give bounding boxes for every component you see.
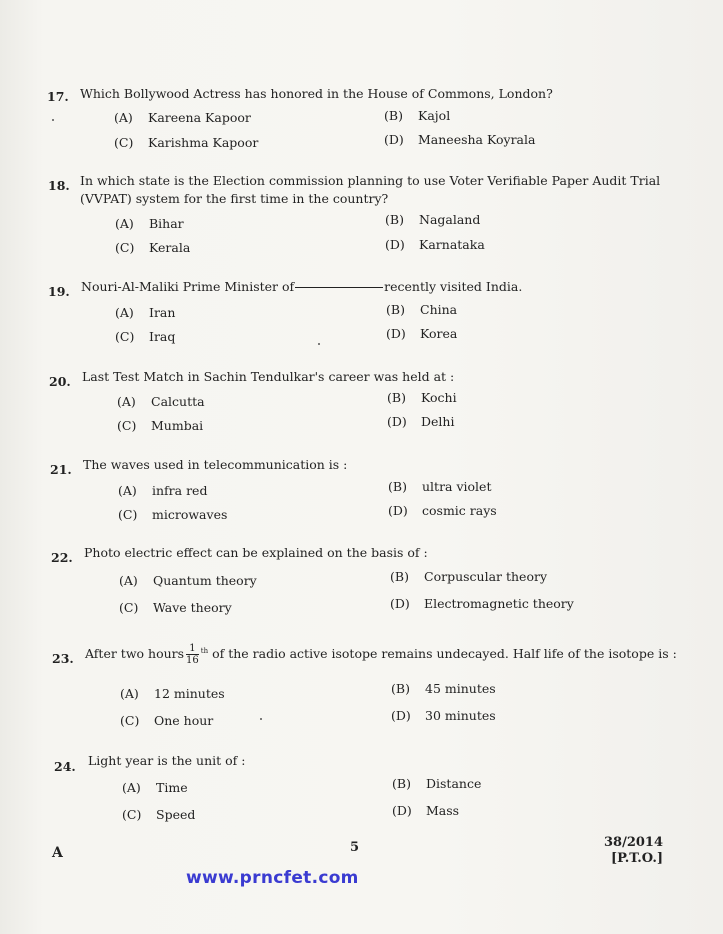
option-text: Kajol bbox=[418, 108, 451, 123]
option-letter: (C) bbox=[115, 240, 135, 255]
option-letter: (D) bbox=[385, 237, 405, 252]
fraction-denominator: 16 bbox=[186, 655, 199, 667]
option-text: 30 minutes bbox=[425, 708, 496, 723]
option-text: China bbox=[420, 302, 458, 317]
option-letter: (B) bbox=[392, 776, 411, 791]
question-number: 21. bbox=[50, 462, 72, 477]
option-text: Karnataka bbox=[419, 237, 485, 252]
option-letter: (C) bbox=[122, 807, 142, 822]
option-d bbox=[387, 414, 454, 429]
option-text: Corpuscular theory bbox=[424, 569, 548, 584]
option-d bbox=[388, 503, 497, 518]
option-b bbox=[391, 681, 496, 696]
option-letter: (B) bbox=[387, 390, 406, 405]
option-letter: (B) bbox=[390, 569, 409, 584]
option-d bbox=[384, 132, 535, 147]
option-text: One hour bbox=[154, 713, 214, 728]
option-letter: (C) bbox=[119, 600, 139, 615]
question-text: The waves used in telecommunication is : bbox=[83, 457, 348, 472]
option-text: Electromagnetic theory bbox=[424, 596, 574, 611]
pto-label: [P.T.O.] bbox=[610, 851, 664, 866]
option-letter: (A) bbox=[117, 394, 136, 409]
option-b bbox=[384, 108, 450, 123]
option-text: Iraq bbox=[149, 329, 176, 344]
option-d bbox=[390, 596, 574, 611]
option-text: Calcutta bbox=[151, 394, 205, 409]
option-text: Wave theory bbox=[153, 600, 232, 615]
option-d bbox=[392, 803, 459, 818]
question-text: Last Test Match in Sachin Tendulkar's career was held at : bbox=[82, 369, 455, 384]
fraction-superscript: th bbox=[200, 647, 209, 655]
option-text: Karishma Kapoor bbox=[148, 135, 259, 150]
option-text: Speed bbox=[156, 807, 196, 822]
option-text: cosmic rays bbox=[422, 503, 497, 518]
question-text-before: Nouri-Al-Maliki Prime Minister of bbox=[81, 279, 295, 294]
question-number: 22. bbox=[51, 550, 73, 565]
option-c bbox=[122, 807, 195, 822]
option-letter: (A) bbox=[115, 216, 134, 231]
question-text-line1: In which state is the Election commission planning to use Voter Verifiable Paper Audit Trial bbox=[80, 173, 661, 188]
option-a bbox=[119, 573, 257, 588]
option-letter: (A) bbox=[114, 110, 133, 125]
option-text: Distance bbox=[426, 776, 482, 791]
paper-code: 38/2014 bbox=[604, 835, 664, 850]
option-d bbox=[385, 237, 485, 252]
option-letter: (B) bbox=[385, 212, 404, 227]
option-letter: (C) bbox=[120, 713, 140, 728]
option-a bbox=[114, 110, 251, 125]
print-speck bbox=[52, 119, 54, 121]
option-text: 45 minutes bbox=[425, 681, 496, 696]
option-c bbox=[115, 240, 190, 255]
option-letter: (C) bbox=[115, 329, 135, 344]
print-speck bbox=[260, 718, 262, 720]
option-letter: (B) bbox=[391, 681, 410, 696]
page-number: 5 bbox=[350, 840, 360, 855]
option-letter: (A) bbox=[119, 573, 138, 588]
question-text: Photo electric effect can be explained on the basis of : bbox=[84, 545, 428, 560]
question-number: 23. bbox=[52, 651, 74, 666]
option-b bbox=[390, 569, 547, 584]
option-text: Bihar bbox=[149, 216, 184, 231]
question-number: 17. bbox=[47, 89, 69, 104]
fill-in-blank bbox=[295, 287, 383, 288]
question-text: Which Bollywood Actress has honored in the House of Commons, London? bbox=[80, 86, 553, 101]
option-c bbox=[115, 329, 175, 344]
option-b bbox=[387, 390, 457, 405]
option-b bbox=[386, 302, 457, 317]
option-letter: (D) bbox=[386, 326, 406, 341]
option-letter: (C) bbox=[114, 135, 134, 150]
option-letter: (C) bbox=[118, 507, 138, 522]
question-text-line2: (VVPAT) system for the first time in the country? bbox=[80, 191, 389, 206]
option-text: Delhi bbox=[421, 414, 455, 429]
option-text: Maneesha Koyrala bbox=[418, 132, 536, 147]
option-text: Korea bbox=[420, 326, 458, 341]
question-text-after: of the radio active isotope remains undecayed. Half life of the isotope is : bbox=[212, 646, 677, 662]
option-letter: (D) bbox=[387, 414, 407, 429]
paper-code-block bbox=[604, 835, 663, 867]
option-text: Mumbai bbox=[151, 418, 204, 433]
option-text: microwaves bbox=[152, 507, 228, 522]
fraction bbox=[186, 643, 199, 666]
option-a bbox=[122, 780, 188, 795]
option-c bbox=[119, 600, 232, 615]
question-text-before: After two hours bbox=[85, 646, 185, 662]
option-c bbox=[120, 713, 213, 728]
question-number: 20. bbox=[49, 374, 71, 389]
option-text: Kareena Kapoor bbox=[148, 110, 251, 125]
option-text: Iran bbox=[149, 305, 176, 320]
question-number: 19. bbox=[48, 284, 70, 299]
option-a bbox=[115, 305, 175, 320]
option-letter: (D) bbox=[390, 596, 410, 611]
option-text: Kerala bbox=[149, 240, 191, 255]
option-text: Nagaland bbox=[419, 212, 481, 227]
option-letter: (A) bbox=[122, 780, 141, 795]
option-letter: (A) bbox=[118, 483, 137, 498]
question-number: 18. bbox=[48, 178, 70, 193]
option-letter: (B) bbox=[388, 479, 407, 494]
option-b bbox=[385, 212, 480, 227]
option-text: 12 minutes bbox=[154, 686, 225, 701]
option-letter: (D) bbox=[392, 803, 412, 818]
option-text: ultra violet bbox=[422, 479, 492, 494]
option-letter: (B) bbox=[384, 108, 403, 123]
option-letter: (A) bbox=[115, 305, 134, 320]
option-d bbox=[386, 326, 457, 341]
option-b bbox=[392, 776, 481, 791]
option-c bbox=[117, 418, 203, 433]
option-letter: (D) bbox=[384, 132, 404, 147]
option-letter: (C) bbox=[117, 418, 137, 433]
option-text: Kochi bbox=[421, 390, 457, 405]
option-text: Quantum theory bbox=[153, 573, 257, 588]
option-a bbox=[117, 394, 205, 409]
option-letter: (D) bbox=[391, 708, 411, 723]
option-a bbox=[118, 483, 207, 498]
option-letter: (B) bbox=[386, 302, 405, 317]
option-letter: (D) bbox=[388, 503, 408, 518]
option-c bbox=[114, 135, 258, 150]
watermark-link[interactable]: www.prncfet.com bbox=[186, 868, 359, 888]
option-c bbox=[118, 507, 227, 522]
print-speck bbox=[318, 343, 320, 345]
question-text bbox=[81, 277, 522, 297]
fraction-numerator: 1 bbox=[186, 643, 199, 655]
question-text: Light year is the unit of : bbox=[88, 753, 246, 768]
option-letter: (A) bbox=[120, 686, 139, 701]
option-text: Time bbox=[156, 780, 188, 795]
option-d bbox=[391, 708, 496, 723]
option-text: infra red bbox=[152, 483, 208, 498]
option-a bbox=[120, 686, 225, 701]
option-b bbox=[388, 479, 491, 494]
question-text bbox=[85, 641, 677, 666]
question-text-after: recently visited India. bbox=[384, 279, 523, 294]
option-a bbox=[115, 216, 184, 231]
option-text: Mass bbox=[426, 803, 460, 818]
series-letter: A bbox=[52, 845, 63, 861]
question-number: 24. bbox=[54, 759, 76, 774]
